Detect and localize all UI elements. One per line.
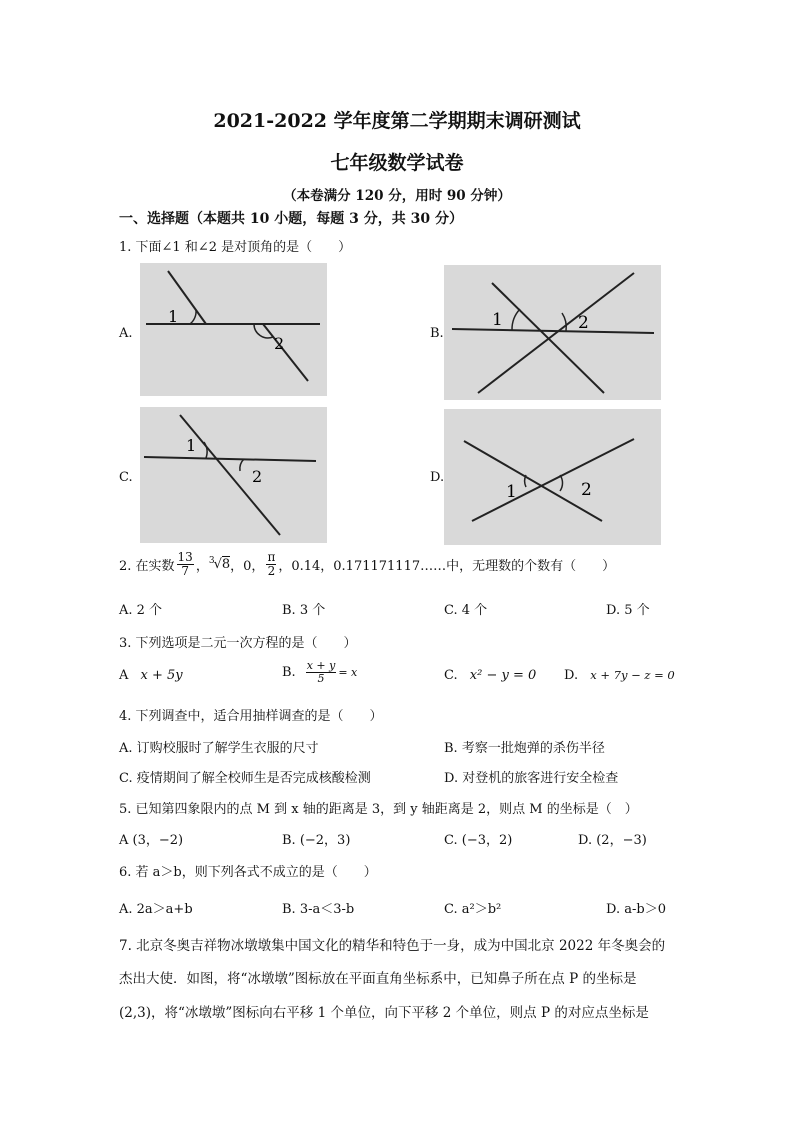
question-6-text: 6. 若 a＞b，则下列各式不成立的是（ ） (119, 865, 377, 880)
q5-option-d: D. (2，−3) (578, 833, 647, 848)
q3-option-d (564, 668, 675, 683)
angle-label-2: 2 (274, 334, 285, 353)
question-4-text: 4. 下列调查中，适合用抽样调查的是（ ） (119, 709, 383, 724)
q2-f2-numerator: π (267, 550, 276, 564)
q4-option-a: A. 订购校服时了解学生衣服的尺寸 (119, 741, 319, 756)
q3-option-d-expr: x + 7y − z = 0 (590, 668, 675, 682)
q2-f1-numerator: 13 (177, 550, 193, 564)
exam-title: 2021-2022 学年度第二学期期末调研测试 (213, 110, 581, 132)
q3-option-a-label: A (119, 668, 129, 683)
angle-label-1: 1 (506, 482, 517, 502)
q3-option-b-label: B. (282, 664, 296, 680)
q3-option-b-denominator: 5 (317, 671, 325, 685)
q3-option-b-numerator: x + y (306, 659, 336, 672)
q2-fraction-pi-2 (266, 551, 276, 577)
question-1-text: 1. 下面∠1 和∠2 是对顶角的是（ ） (119, 240, 352, 255)
angle-label-2: 2 (581, 480, 592, 500)
angle-label-2: 2 (578, 313, 589, 333)
q2-option-a: A. 2 个 (119, 603, 163, 618)
q1-option-b-label: B. (430, 326, 444, 341)
q1-option-a-label: A. (119, 326, 133, 341)
q3-option-c-label: C. (444, 668, 458, 683)
q3-option-c-expr: x² − y = 0 (469, 668, 537, 683)
q2-f2-denominator: 2 (267, 563, 276, 578)
q2-option-d: D. 5 个 (606, 603, 650, 618)
q3-option-c (444, 668, 536, 683)
q5-option-a: A (3，−2) (119, 833, 184, 848)
q3-option-b-rhs: = x (338, 665, 358, 679)
angle-label-2: 2 (252, 467, 263, 486)
q4-option-d: D. 对登机的旅客进行安全检查 (444, 771, 619, 786)
exam-subtitle: 七年级数学试卷 (330, 152, 464, 174)
question-7-line-3: (2,3)，将“冰墩墩”图标向右平移 1 个单位，向下平移 2 个单位，则点 P 的对应点坐标是 (119, 1005, 649, 1021)
q2-option-b: B. 3 个 (282, 603, 326, 618)
q2-fraction-13-7 (177, 551, 194, 577)
question-7-line-1: 7. 北京冬奥吉祥物冰墩墩集中国文化的精华和特色于一身，成为中国北京 2022 年冬奥会的 (119, 938, 666, 954)
q1-figure-b (444, 265, 661, 400)
q6-option-d: D. a-b＞0 (606, 902, 666, 917)
q4-option-b: B. 考察一批炮弹的杀伤半径 (444, 741, 605, 756)
q2-suffix: ，0.14，0.171171117……中，无理数的个数有（ ） (278, 558, 616, 574)
question-7-line-2: 杰出大使．如图，将“冰墩墩”图标放在平面直角坐标系中，已知鼻子所在点 P 的坐标是 (119, 971, 637, 987)
q1-option-c-label: C. (119, 470, 133, 485)
angle-label-1: 1 (492, 310, 503, 330)
q2-prefix: 2. 在实数 (119, 558, 175, 574)
q3-option-a (119, 668, 183, 683)
q6-option-b: B. 3-a＜3-b (282, 902, 355, 917)
question-3-text: 3. 下列选项是二元一次方程的是（ ） (119, 636, 357, 651)
angle-label-1: 1 (186, 436, 197, 455)
q1-option-d-label: D. (430, 470, 445, 485)
q1-figure-c (140, 407, 327, 543)
q1-figure-d (444, 409, 661, 545)
q2-radicand: 8 (221, 557, 231, 573)
section-heading: 一、选择题（本题共 10 小题，每题 3 分，共 30 分） (119, 211, 463, 227)
q2-sep: ， (195, 558, 209, 574)
question-5-text: 5. 已知第四象限内的点 M 到 x 轴的距离是 3，到 y 轴距离是 2，则点 M 的坐标是（ ） (119, 802, 638, 817)
q6-option-c: C. a²＞b² (444, 902, 502, 917)
q3-option-b-fraction (306, 660, 337, 684)
q5-option-b: B. (−2，3) (282, 833, 351, 848)
q1-figure-a (140, 263, 327, 396)
q3-option-a-expr: x + 5y (140, 668, 183, 683)
q2-cube-root: $^3$√8 (208, 555, 231, 573)
question-2-text (119, 551, 615, 577)
q3-option-d-label: D. (564, 668, 579, 683)
q4-option-c: C. 疫情期间了解全校师生是否完成核酸检测 (119, 771, 371, 786)
q6-option-a: A. 2a＞a+b (119, 902, 193, 917)
q2-f1-denominator: 7 (181, 563, 189, 578)
q3-option-b (282, 660, 357, 684)
q2-option-c: C. 4 个 (444, 603, 488, 618)
angle-label-1: 1 (168, 307, 179, 326)
q2-root-index: 3 (208, 555, 215, 566)
exam-note: （本卷满分 120 分，用时 90 分钟） (283, 188, 511, 204)
q5-option-c: C. (−3，2) (444, 833, 513, 848)
q2-mid: ，0， (230, 558, 265, 574)
